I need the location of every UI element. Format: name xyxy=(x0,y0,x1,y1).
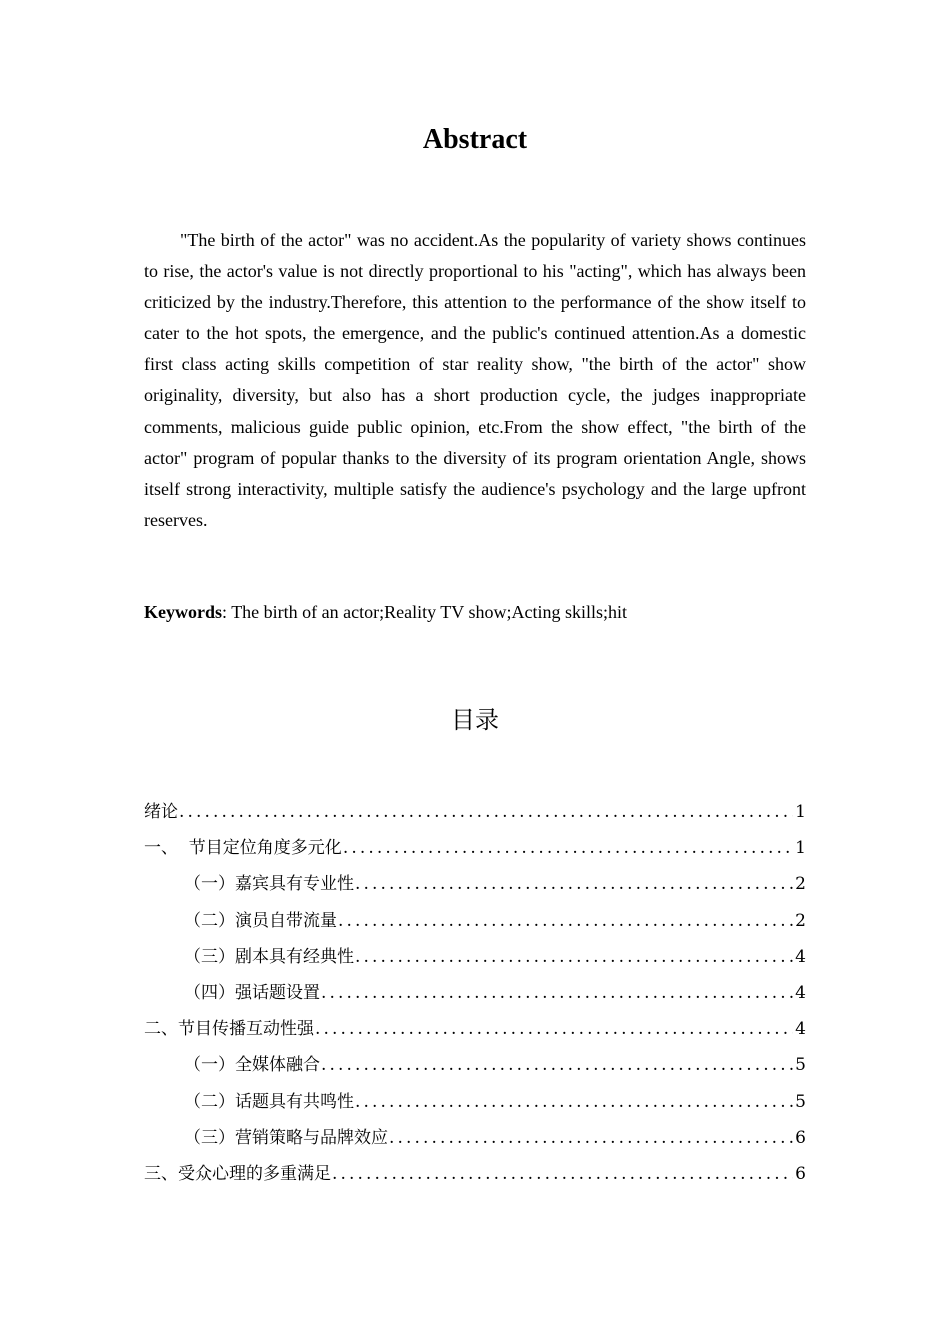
toc-entry[interactable] xyxy=(144,1014,806,1050)
toc-leader-dots xyxy=(315,1014,793,1044)
toc-entry[interactable] xyxy=(144,942,806,978)
toc-leader-dots xyxy=(338,906,793,936)
toc-entry-label: 二、节目传播互动性强 xyxy=(144,1019,314,1040)
toc-leader-dots xyxy=(321,978,793,1008)
toc-leader-dots xyxy=(332,1159,793,1189)
toc-leader-dots xyxy=(355,942,793,972)
toc-entry-page: 5 xyxy=(795,1091,806,1112)
toc-entry-page: 6 xyxy=(795,1163,806,1184)
keywords-line xyxy=(144,598,806,626)
toc-entry[interactable] xyxy=(144,869,806,905)
toc-entry-page: 4 xyxy=(795,1019,806,1040)
toc-leader-dots xyxy=(179,797,793,827)
toc-entry-page: 6 xyxy=(795,1127,806,1148)
toc-leader-dots xyxy=(355,1087,793,1117)
toc-entry[interactable] xyxy=(144,1087,806,1123)
toc-entry[interactable] xyxy=(144,1159,806,1195)
abstract-title: Abstract xyxy=(422,124,528,155)
toc-entry-label: （四）强话题设置 xyxy=(184,982,320,1003)
toc-leader-dots xyxy=(389,1123,793,1153)
toc-entry-label: （三）营销策略与品牌效应 xyxy=(184,1127,388,1148)
toc-entry-page: 4 xyxy=(795,982,806,1003)
toc-leader-dots xyxy=(355,869,793,899)
toc-entry[interactable] xyxy=(144,797,806,833)
toc-leader-dots xyxy=(343,833,793,863)
toc-entry-page: 1 xyxy=(795,802,806,822)
toc-title: 目录 xyxy=(451,706,499,734)
toc-entry-label: （二）演员自带流量 xyxy=(184,910,337,931)
toc-leader-dots xyxy=(321,1050,793,1080)
toc-entry-page: 5 xyxy=(795,1055,806,1076)
toc-entry-page: 2 xyxy=(795,910,806,931)
toc-entry[interactable] xyxy=(144,833,806,869)
toc-entry-label: （一）嘉宾具有专业性 xyxy=(184,874,354,895)
toc-entry-label: （三）剧本具有经典性 xyxy=(184,946,354,967)
toc-entry-label: 三、受众心理的多重满足 xyxy=(144,1163,331,1184)
toc-entry-page: 4 xyxy=(795,946,806,967)
toc-entry[interactable] xyxy=(144,1123,806,1159)
toc-entry[interactable] xyxy=(144,978,806,1014)
toc-entry-page: 1 xyxy=(795,838,806,859)
toc-entry[interactable] xyxy=(144,1050,806,1086)
toc-entry-label: （一）全媒体融合 xyxy=(184,1055,320,1076)
toc-entry-label: 一、 节目定位角度多元化 xyxy=(144,838,342,859)
keywords-text: The birth of an actor;Reality TV show;Acting skills;hit xyxy=(231,602,627,622)
toc-entry-label: 绪论 xyxy=(144,802,178,822)
keywords-label: Keywords xyxy=(144,602,222,622)
toc-entry-page: 2 xyxy=(795,874,806,895)
keywords-separator: : xyxy=(222,602,232,622)
toc-entry-label: （二）话题具有共鸣性 xyxy=(184,1091,354,1112)
table-of-contents xyxy=(144,797,806,1195)
abstract-body: "The birth of the actor" was no accident.As the popularity of variety shows continues to rise, the actor's value is not directly proportional to his "acting", which has always been criticized by the industry.Therefore, this attention to the performance of the show itself to cater to the hot spots, the emergence, and the public's continued attention.As a domestic first class acting skills competition of star reality show, "the birth of the actor" show originality, diversity, but also has a short production cycle, the judges inappropriate comments, malicious guide public opinion, etc.From the show effect, "the birth of the actor" program of popular thanks to the diversity of its program orientation Angle, shows itself strong interactivity, multiple satisfy the audience's psychology and the large upfront reserves. xyxy=(144,230,806,530)
toc-entry[interactable] xyxy=(144,906,806,942)
